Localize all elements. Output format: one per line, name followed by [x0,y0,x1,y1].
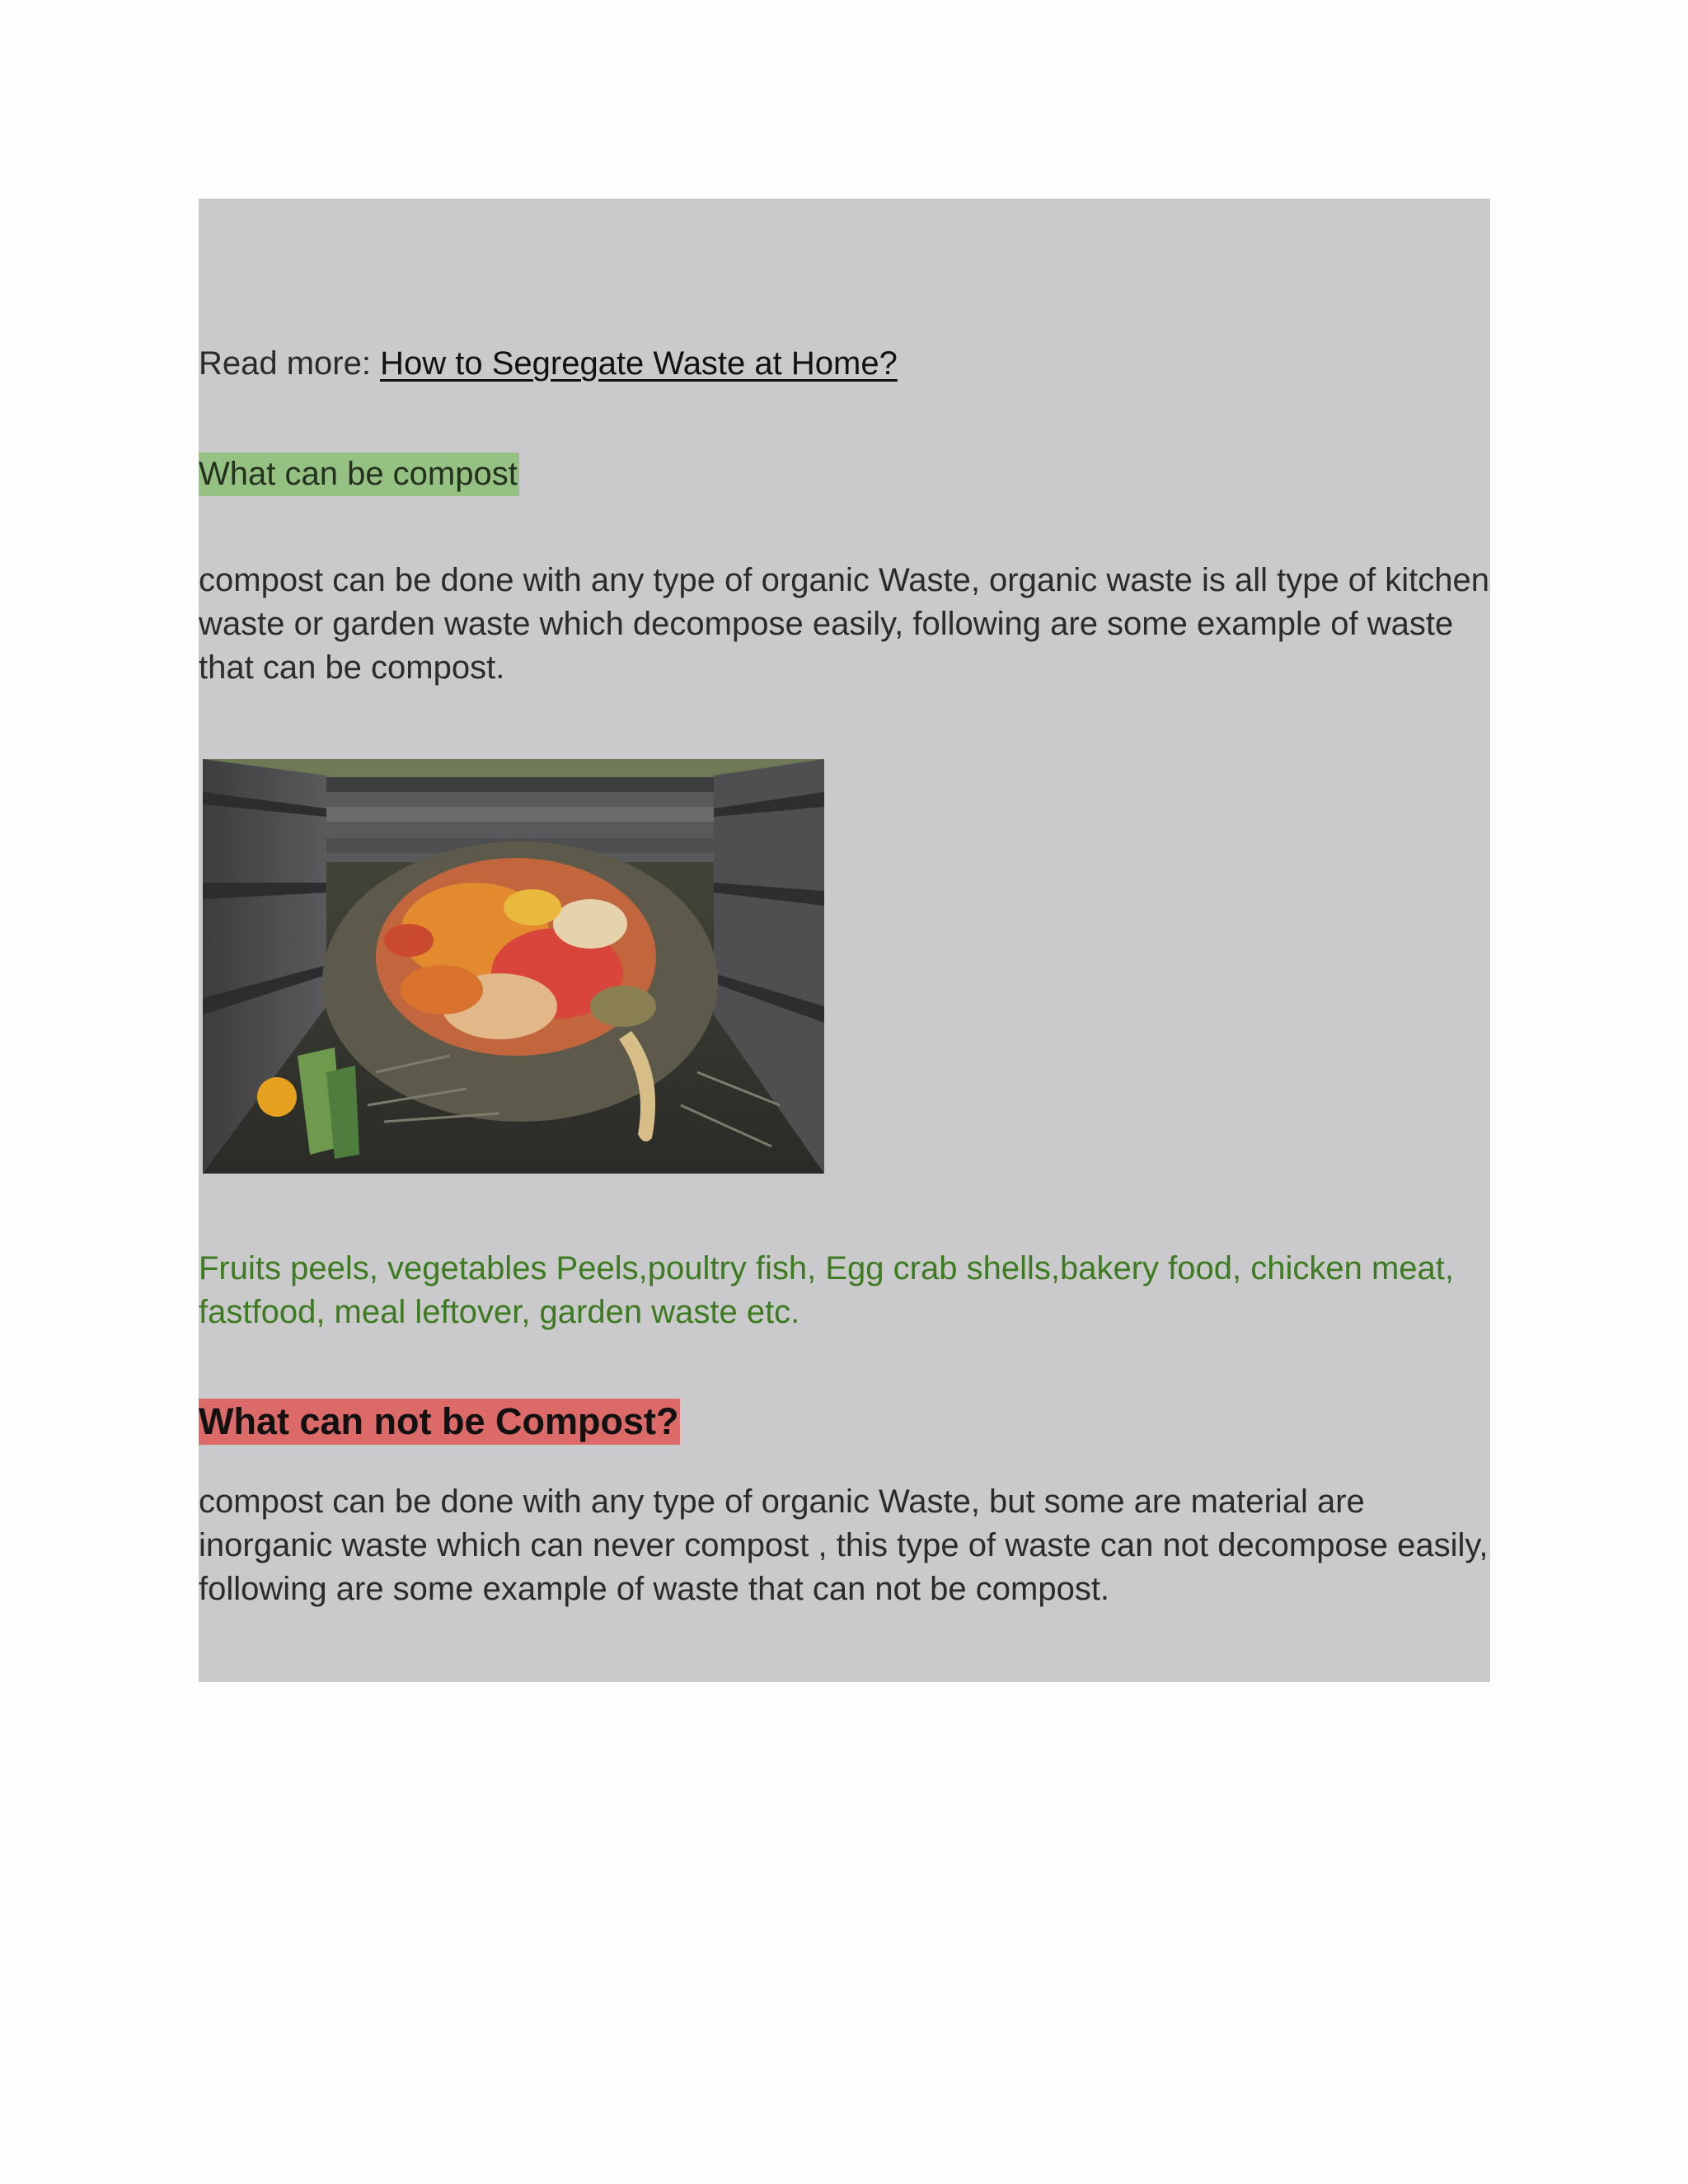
not-compost-heading: What can not be Compost? [199,1399,680,1445]
read-more-line [199,342,898,386]
compost-bin-photo [203,759,824,1174]
compost-examples: Fruits peels, vegetables Peels,poultry fish, Egg crab shells,bakery food, chicken meat, fastfood, meal leftover, garden waste etc. [199,1250,1454,1330]
read-more-label: Read more: [199,345,381,382]
read-more-link[interactable]: How to Segregate Waste at Home? [380,345,898,382]
compost-heading: What can be compost [199,452,519,496]
compost-paragraph: compost can be done with any type of organic Waste, organic waste is all type of kitchen waste or garden waste which decompose easily, following are some example of waste that can be compost. [199,562,1490,686]
not-compost-paragraph: compost can be done with any type of organic Waste, but some are material are inorganic waste which can never compost , this type of waste can not decompose easily, following are some example of waste that can not be compost. [199,1483,1489,1607]
